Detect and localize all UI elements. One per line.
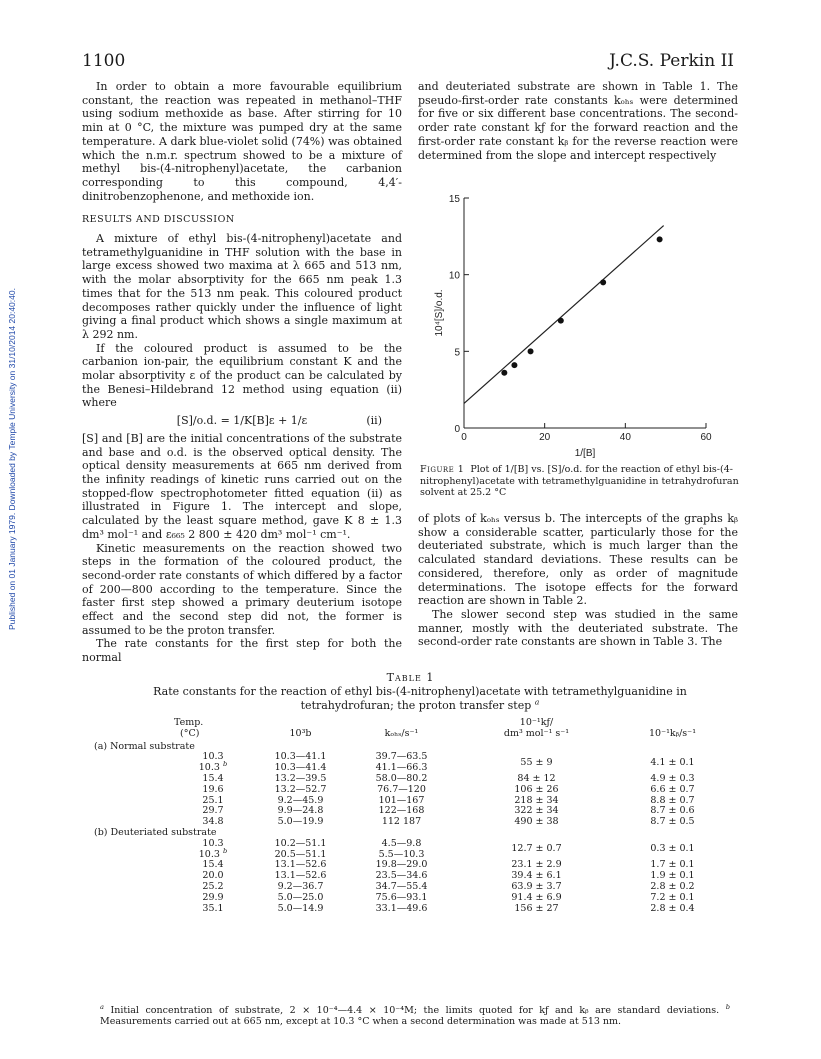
data-point [501,370,507,376]
cell-temp: 34.8 [202,816,224,828]
header-kb: 10⁻¹kᵦ/s⁻¹ [648,727,697,739]
footnote-ref: b [222,846,228,855]
cell-kobs: 41.1—66.3 [375,762,428,774]
data-point [528,348,534,354]
figure-marks [464,226,664,404]
cell-b: 13.1—52.6 [274,859,327,871]
footnote-b: Measurements carried out at 665 nm, except at 10.3 °C when a second determination was made at 513 nm. [100,1016,622,1027]
right-paragraph-3: The slower second step was studied in the same manner, mostly with the deuteriated substrate. The second-order rate constants are shown in Table 3. The [418,607,738,649]
cell-indent [94,871,174,882]
cell-b: 5.0—19.9 [277,816,324,828]
cell-kobs: 122—168 [378,805,425,817]
cell-kb: 6.6 ± 0.7 [650,783,695,795]
footnote-ref: b [222,760,228,769]
cell-b: 13.1—52.6 [274,870,327,882]
cell-kobs: 112 187 [381,816,422,828]
left-paragraph-5: Kinetic measurements on the reaction showed two steps in the formation of the coloured product, the second-order rate constants of which differed by a factor of 200—800 according to the temperature. Since the faster first step showed a primary deuterium isotope effect and the second step did not, the former is assumed to be the proton transfer. [82,541,402,637]
cell-kb: 1.9 ± 0.1 [650,870,695,882]
cell-kf: 12.7 ± 0.7 [511,843,562,855]
cell-indent [94,882,174,893]
right-column-top [418,80,738,162]
header-b: 10³b [289,727,312,739]
cell-temp: 15.4 [202,859,224,871]
cell-b: 9.2—45.9 [277,794,324,806]
cell-indent [94,839,174,850]
cell-kobs: 34.7—55.4 [375,880,428,892]
figure-axes [434,194,712,459]
left-paragraph-3: If the coloured product is assumed to be the carbanion ion-pair, the equilibrium constant K and the molar absorptivity ε of the product can be calculated by the Benesi–Hildebrand 12 method using equation (ii) where [82,341,402,410]
figure-caption [420,464,740,499]
right-paragraph-1: and deuteriated substrate are shown in Table 1. The pseudo-first-order rate constants kₒₕₛ were determined for five or six different base concentrations. The second-order rate constant kƒ for the forward reaction and the first-order rate constant kᵦ for the reverse reaction were determined from the slope and intercept respectively [418,80,738,162]
table-1 [94,718,726,914]
cell-kf: 39.4 ± 6.1 [511,870,562,882]
cell-kb: 7.2 ± 0.1 [650,891,695,903]
y-tick-label: 10 [448,270,460,282]
table-header-row [94,718,726,742]
cell-temp: 25.2 [202,880,224,892]
cell-temp: 10.3 [202,837,224,849]
left-paragraph-1: In order to obtain a more favourable equilibrium constant, the reaction was repeated in methanol–THF using sodium methoxide as base. After stirring for 10 min at 0 °C, the mixture was pumped dry at the same temperature. A dark blue-violet solid (74%) was obtained which the n.m.r. spectrum showed to be a mixture of methyl bis-(4-nitrophenyl)acetate, the carbanion corresponding to this compound, 4,4′-dinitrobenzophenone, and methoxide ion. [82,80,402,203]
fit-line [464,226,664,404]
cell-kobs: 23.5—34.6 [375,870,428,882]
footnote-mark-a: a [100,1002,104,1011]
cell-b: 10.2—51.1 [274,837,327,849]
page-number: 1100 [82,51,126,71]
table-title: Table 1 [386,671,435,684]
cell-kb: 4.9 ± 0.3 [650,772,695,784]
footnote-mark-b: b [725,1002,730,1011]
cell-kf: 156 ± 27 [514,902,559,914]
cell-kobs: 19.8—29.0 [375,859,428,871]
cell-kobs: 75.6—93.1 [375,891,428,903]
cell-kf: 106 ± 26 [514,783,559,795]
y-tick-label: 5 [454,347,460,359]
table-caption-mark: a [534,697,540,707]
cell-kf: 218 ± 34 [514,794,559,806]
cell-b: 9.9—24.8 [277,805,324,817]
cell-kb: 8.7 ± 0.5 [650,816,695,828]
group-label-normal: (a) Normal substrate [94,740,195,752]
cell-b: 13.2—52.7 [274,783,327,795]
cell-b: 20.5—51.1 [274,848,327,860]
cell-temp: 10.3 [202,751,224,763]
equation-text: [S]/o.d. = 1/K[B]ε + 1/ε [176,414,308,428]
cell-kobs: 39.7—63.5 [375,751,428,763]
table-caption-text: Rate constants for the reaction of ethyl bis-(4-nitrophenyl)acetate with tetramethylguanidine in tetrahydrofuran; the proton transfer step [153,685,687,712]
cell-indent [94,893,174,904]
cell-indent [94,752,174,763]
x-tick-label: 60 [700,432,712,443]
cell-kb: 2.8 ± 0.2 [650,880,695,892]
cell-kb: 8.8 ± 0.7 [650,794,695,806]
cell-b: 10.3—41.4 [274,762,327,774]
left-paragraph-2: A mixture of ethyl bis-(4-nitrophenyl)acetate and tetramethylguanidine in THF solution with the base in large excess showed two maxima at λ 665 and 513 nm, with the molar absorptivity for the 665 nm peak 1.3 times that for the 513 nm peak. This coloured product decomposes rather quickly under the influence of light giving a final product which shows a single maximum at λ 292 nm. [82,232,402,341]
table-caption [110,685,730,713]
footnote-a: Initial concentration of substrate, 2 × 10⁻⁴—4.4 × 10⁻⁴M; the limits quoted for kƒ and kᵦ are standard deviations. [110,1005,720,1016]
data-point [558,318,564,324]
figure-caption-text: Plot of 1/[B] vs. [S]/o.d. for the reaction of ethyl bis-(4-nitrophenyl)acetate with tetramethylguanidine in tetrahydrofuran solvent at 25.2 °C [420,464,739,498]
download-watermark-text: Published on 01 January 1979. Downloaded by Temple University on 31/10/2014 20:40:40. [7,288,17,630]
download-watermark [4,135,20,635]
cell-temp: 10.3 $^b$ [198,760,228,774]
cell-kobs: 76.7—120 [377,783,426,795]
left-paragraph-6: The rate constants for the first step for both the normal [82,637,402,665]
y-tick-label: 15 [448,194,460,205]
cell-kb: 4.1 ± 0.1 [650,756,695,768]
cell-indent [94,860,174,871]
y-axis-label: 10⁴[S]/o.d. [434,289,445,337]
header-temp: Temp. (°C) [174,717,204,739]
data-point [600,279,606,285]
cell-temp: 25.1 [202,794,224,806]
header-kobs: kₒₕₛ/s⁻¹ [384,727,419,739]
cell-kobs: 5.5—10.3 [378,848,425,860]
cell-indent [94,785,174,796]
cell-kf: 322 ± 34 [514,805,559,817]
data-point [657,236,663,242]
header-kf: 10⁻¹kƒ/ dm³ mol⁻¹ s⁻¹ [503,717,570,739]
left-paragraph-4: [S] and [B] are the initial concentrations of the substrate and base and o.d. is the observed optical density. The optical density measurements at 665 nm derived from the infinity readings of kinetic runs carried out on the stopped-flow spectrophotometer fitted equation (ii) as illustrated in Figure 1. The intercept and slope, calculated by the least square method, gave K 8 ± 1.3 dm³ mol⁻¹ and ε₆₆₅ 2 800 ± 420 dm³ mol⁻¹ cm⁻¹. [82,431,402,541]
cell-kobs: 33.1—49.6 [375,902,428,914]
right-column-bottom [418,512,738,649]
cell-kf: 63.9 ± 3.7 [511,880,562,892]
cell-kf: 55 ± 9 [520,756,553,768]
data-point [511,362,517,368]
cell-b: 10.3—41.1 [274,751,327,763]
cell-temp: 35.1 [202,902,224,914]
cell-kobs: 4.5—9.8 [381,837,422,849]
cell-b: 5.0—25.0 [277,891,324,903]
y-tick-label: 0 [454,424,460,435]
cell-kb: 8.7 ± 0.6 [650,805,695,817]
table-row [94,904,726,915]
cell-kobs: 58.0—80.2 [375,772,428,784]
cell-kb: 2.8 ± 0.4 [650,902,695,914]
group-label-deuteriated: (b) Deuteriated substrate [94,826,217,838]
figure-label: Figure 1 [420,464,465,475]
x-axis-label: 1/[B] [574,448,596,459]
cell-kb: 1.7 ± 0.1 [650,859,695,871]
cell-b: 13.2—39.5 [274,772,327,784]
x-tick-label: 20 [539,432,551,443]
cell-b: 5.0—14.9 [277,902,324,914]
cell-kf: 84 ± 12 [517,772,556,784]
cell-b: 9.2—36.7 [277,880,324,892]
cell-indent [94,850,174,861]
cell-temp: 15.4 [202,772,224,784]
cell-indent [94,774,174,785]
cell-indent [94,904,174,915]
section-heading: RESULTS AND DISCUSSION [82,214,235,226]
x-tick-label: 40 [619,432,631,443]
equation-number: (ii) [366,414,382,428]
cell-kf: 23.1 ± 2.9 [511,859,562,871]
cell-temp: 20.0 [202,870,224,882]
cell-temp: 19.6 [202,783,224,795]
cell-indent [94,806,174,817]
x-tick-label: 0 [461,432,467,443]
cell-kobs: 101—167 [378,794,425,806]
cell-kf: 490 ± 38 [514,816,559,828]
cell-indent [94,796,174,807]
cell-kf: 91.4 ± 6.9 [511,891,562,903]
journal-title: J.C.S. Perkin II [609,51,734,71]
table-footnote [100,1002,730,1027]
cell-temp: 29.9 [202,891,224,903]
figure-1-plot [420,180,740,460]
cell-temp: 29.7 [202,805,224,817]
cell-kb: 0.3 ± 0.1 [650,843,695,855]
cell-indent [94,763,174,774]
cell-temp: 10.3 $^b$ [198,846,228,860]
equation-ii [82,414,402,428]
right-paragraph-2: of plots of kₒₕₛ versus b. The intercepts of the graphs kᵦ show a considerable scatter, particularly those for the deuteriated substrate, which is much larger than the calculated standard deviations. These results can be considered, therefore, only as order of magnitude determinations. The isotope effects for the forward reaction are shown in Table 2. [418,512,738,608]
left-column [82,80,402,665]
